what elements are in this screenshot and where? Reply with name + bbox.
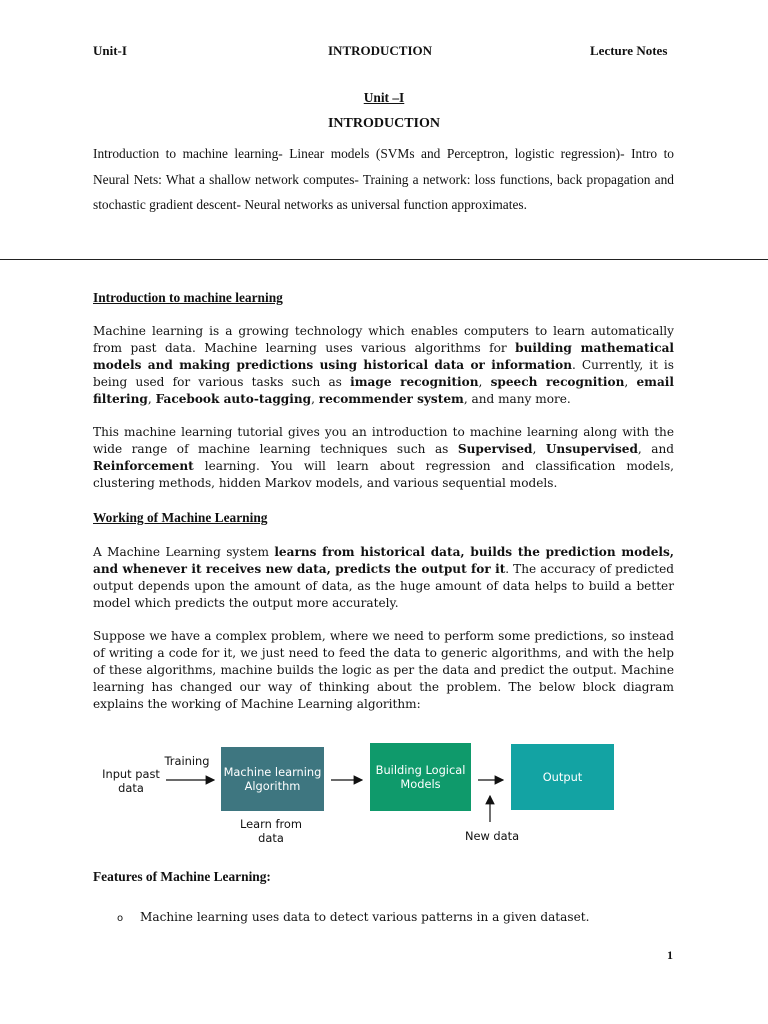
building-logical-models-box: Building Logical Models: [370, 743, 471, 811]
paragraph-tutorial-overview: This machine learning tutorial gives you an introduction to machine learning along with the wide range of machine learning techniques such as Supervised, Unsupervised, and Reinforcement learning. You will learn about regression and classification models, clustering methods, hidden Markov models, and various sequential models.: [93, 425, 674, 490]
section-heading-working-ml: Working of Machine Learning: [93, 510, 268, 525]
training-label: Training: [164, 754, 210, 768]
unit-title: Unit –I: [363, 90, 405, 105]
ml-algorithm-box: Machine learning Algorithm: [221, 747, 324, 811]
header-center: INTRODUCTION: [328, 43, 433, 58]
output-box: Output: [511, 744, 614, 810]
page-number: 1: [667, 948, 673, 962]
intro-title: INTRODUCTION: [327, 116, 440, 131]
learn-from-data-label: Learn from data: [240, 817, 302, 845]
header-left: Unit-I: [93, 43, 127, 58]
section-heading-intro-ml: Introduction to machine learning: [93, 290, 283, 305]
paragraph-complex-problem: Suppose we have a complex problem, where we need to perform some predictions, so instead of writing a code for it, we just need to feed the data to generic algorithms, and with the help of these algorithms, machine builds the logic as per the data and predict the output. Machine learning has changed our way of thinking about the problem. The below block diagram explains the working of Machine Learning algorithm:: [93, 629, 674, 711]
bullet-marker: o: [117, 913, 124, 924]
feature-list-item: Machine learning uses data to detect various patterns in a given dataset.: [140, 910, 590, 924]
ml-block-diagram: [100, 740, 670, 850]
paragraph-ml-definition: Machine learning is a growing technology which enables computers to learn automatically from past data. Machine learning uses various algorithms for building mathematical models and making predictions using historical data or information. Currently, it is being used for various tasks such as image recognition, speech recognition, email filtering, Facebook auto-tagging, recommender system, and many more.: [93, 324, 674, 406]
syllabus-paragraph: Introduction to machine learning- Linear models (SVMs and Perceptron, logistic regression)- Intro to Neural Nets: What a shallow network computes- Training a network: loss functions, back propagation and stochastic gradient descent- Neural networks as universal function approximates.: [93, 146, 674, 212]
input-past-data-label: Input past data: [102, 767, 160, 795]
header-right: Lecture Notes: [590, 43, 668, 58]
paragraph-ml-system: A Machine Learning system learns from historical data, builds the prediction models, and whenever it receives new data, predicts the output for it. The accuracy of predicted output depends upon the amount of data, as the huge amount of data helps to build a better model which predicts the output more accurately.: [93, 545, 674, 610]
new-data-label: New data: [464, 829, 520, 843]
section-heading-features: Features of Machine Learning:: [93, 869, 271, 884]
section-divider: [0, 259, 768, 260]
